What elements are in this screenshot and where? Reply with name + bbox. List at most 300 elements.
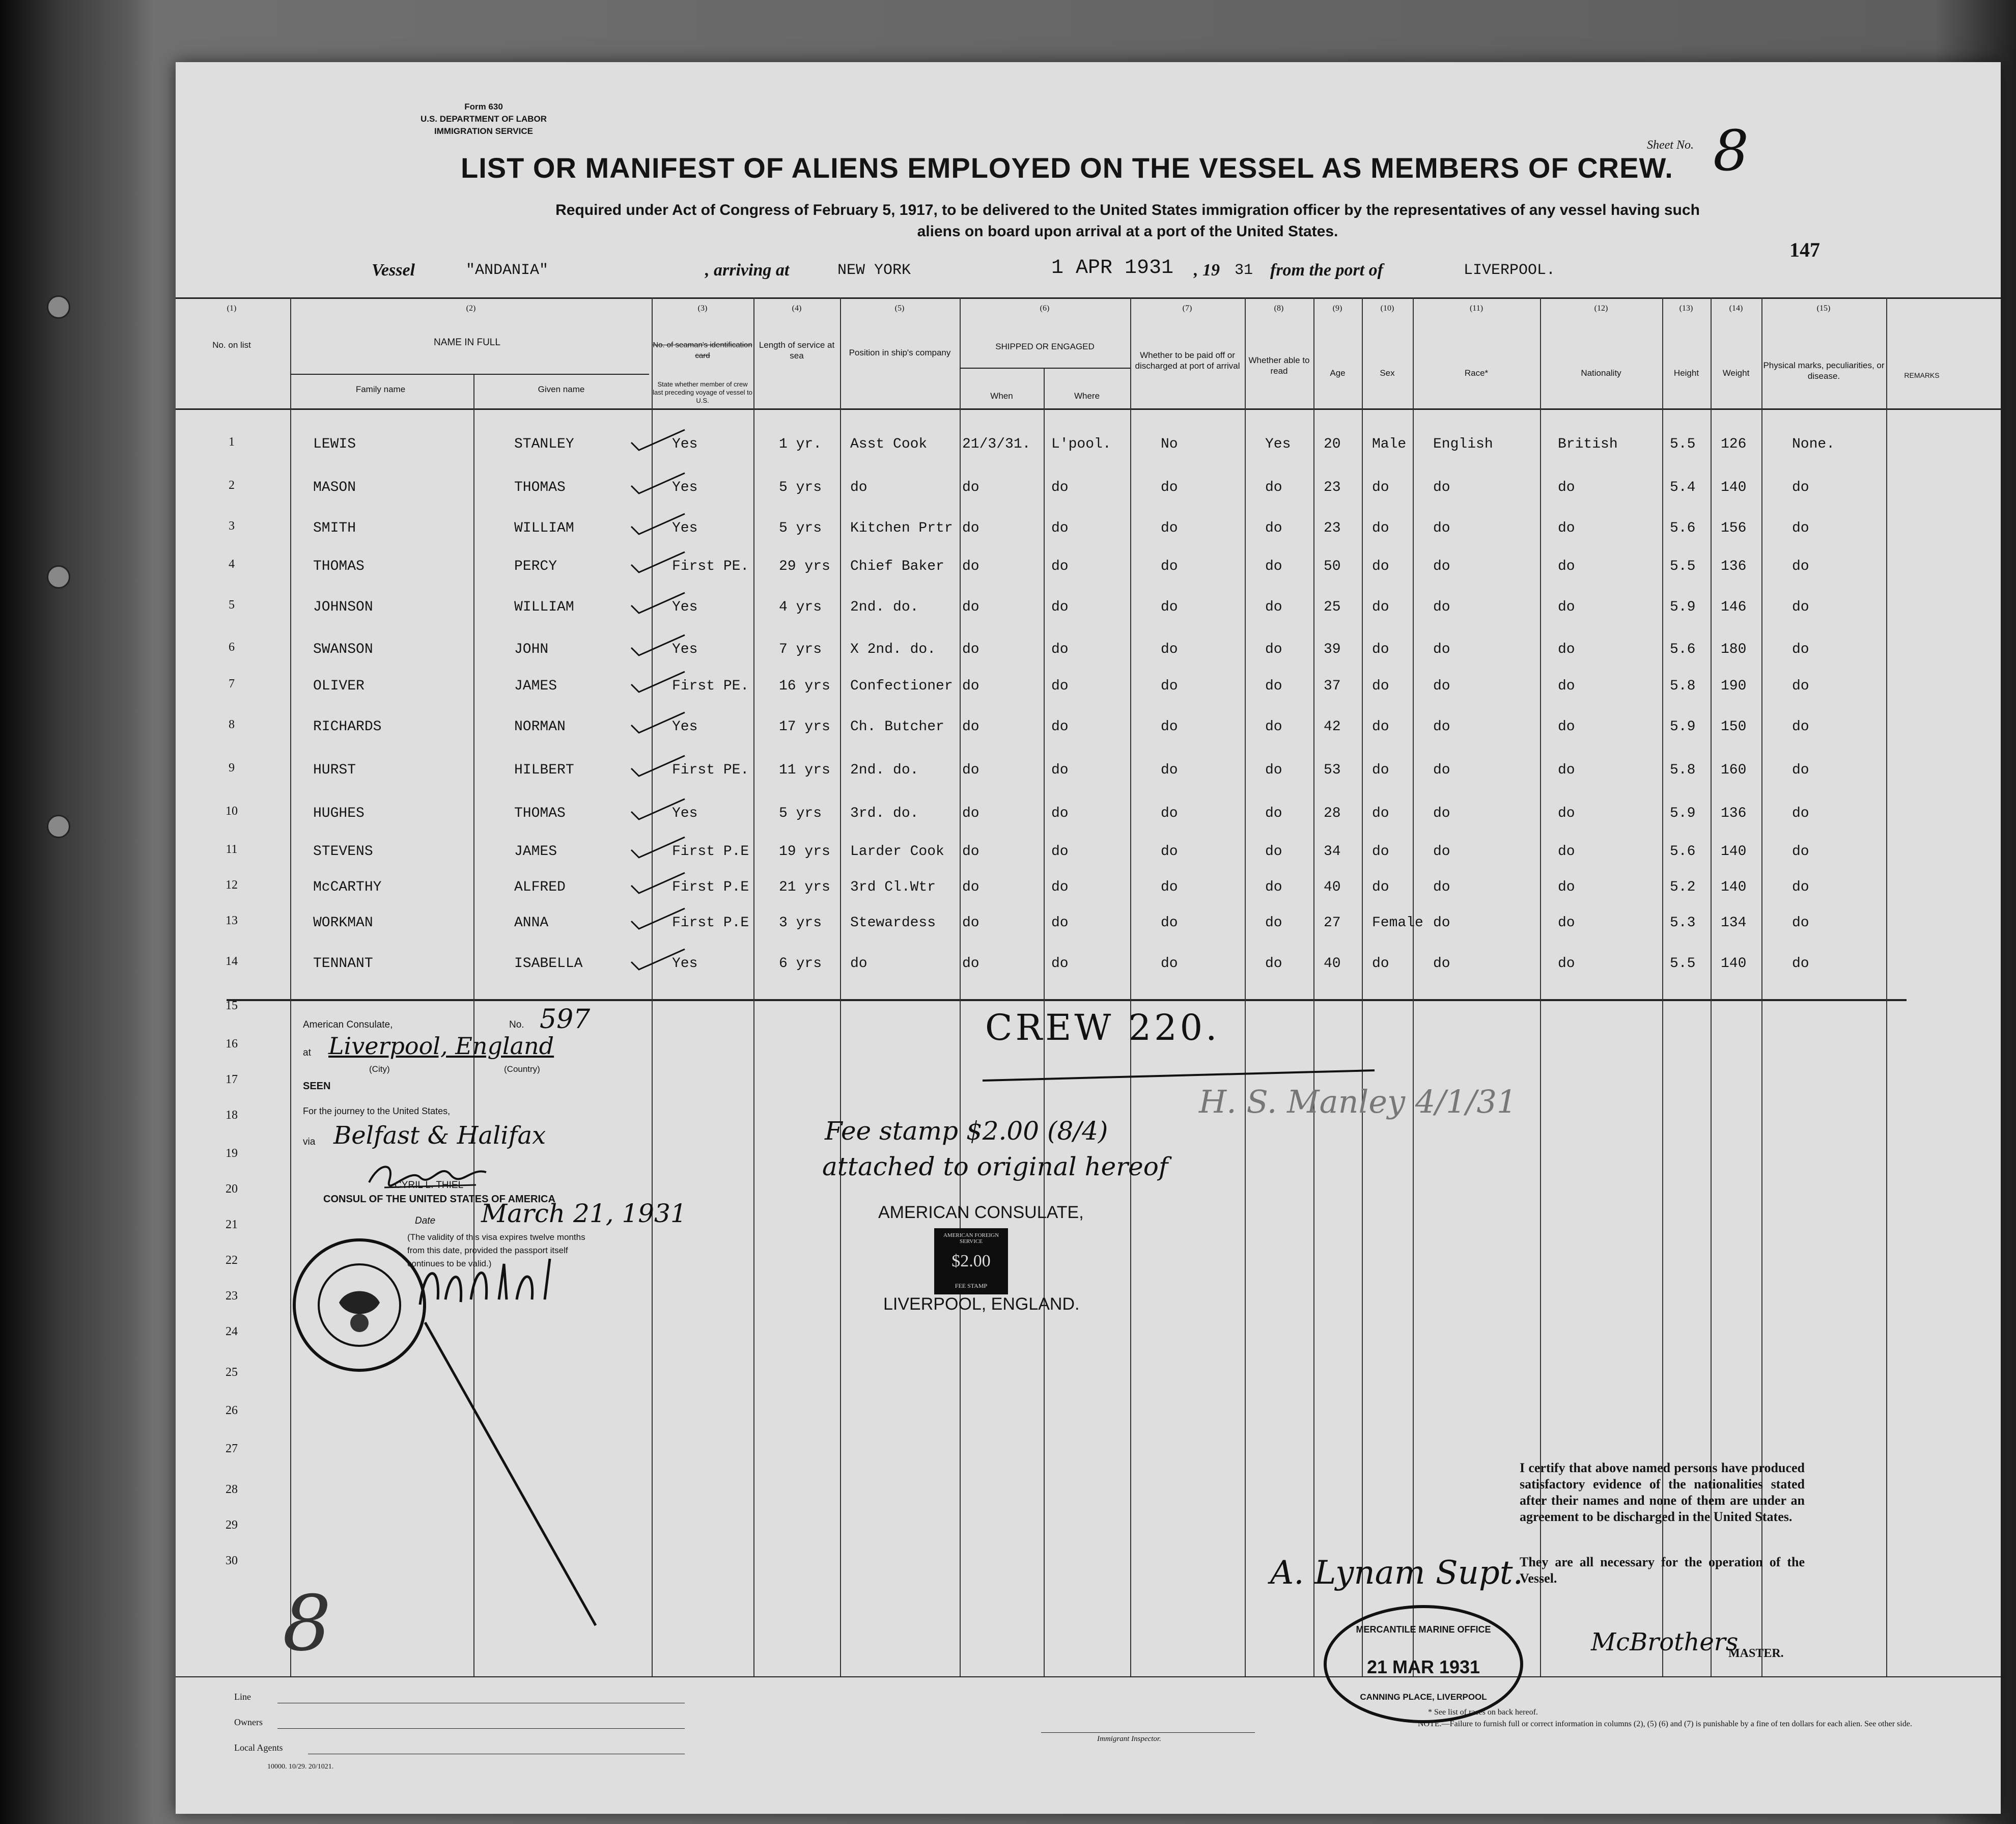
fee-stamp-top: AMERICAN FOREIGN SERVICE xyxy=(943,1232,999,1245)
cell-family-name: McCARTHY xyxy=(313,879,382,895)
column-rule xyxy=(753,297,754,1676)
checkmark-icon xyxy=(629,549,690,575)
checkmark-icon xyxy=(629,753,690,779)
binder-hole xyxy=(47,295,70,319)
consul-name: CYRIL L. THIEL xyxy=(395,1180,464,1191)
cell-sex: Male xyxy=(1372,436,1407,452)
cell-race: do xyxy=(1433,879,1450,895)
row-number: 4 xyxy=(229,558,235,571)
diagonal-slash xyxy=(420,1317,603,1633)
via-label: via xyxy=(303,1137,316,1147)
cell-weight: 126 xyxy=(1721,436,1747,452)
cell-paid-off: do xyxy=(1161,559,1178,574)
cell-height: 5.2 xyxy=(1670,879,1696,895)
cell-shipped-where: do xyxy=(1051,520,1069,536)
cell-weight: 136 xyxy=(1721,559,1747,574)
header-weight: Weight xyxy=(1722,368,1750,378)
cell-sex: do xyxy=(1372,719,1389,735)
fee-stamp-bottom: FEE STAMP xyxy=(955,1282,988,1289)
consulate-no-value: 597 xyxy=(540,1004,591,1035)
checkmark-icon xyxy=(629,710,690,735)
year-value: 31 xyxy=(1235,262,1253,279)
header-no-on-list: No. on list xyxy=(212,340,251,350)
visa-validity-note: (The validity of this visa expires twelve months from this date, provided the passport itself continues to be valid.) xyxy=(407,1232,585,1268)
cell-height: 5.8 xyxy=(1670,762,1696,778)
stamp-liverpool: LIVERPOOL, ENGLAND. xyxy=(883,1294,1080,1314)
penalty-note: NOTE.—Failure to furnish full or correct information in columns (2), (5) (6) and (7) is punishable by a fine of ten dollars for each alien. See other side. xyxy=(1418,1720,1912,1728)
cell-nationality: do xyxy=(1558,806,1575,821)
empty-row-number: 26 xyxy=(226,1404,238,1417)
column-number: (12) xyxy=(1594,304,1608,313)
cell-shipped-when: do xyxy=(962,879,979,895)
consul-title: CONSUL OF THE UNITED STATES OF AMERICA xyxy=(323,1194,555,1205)
cell-race: do xyxy=(1433,762,1450,778)
arrival-date: 1 APR 1931 xyxy=(1051,257,1174,280)
cell-able-to-read: Yes xyxy=(1265,436,1291,452)
cell-family-name: THOMAS xyxy=(313,559,365,574)
header-id-card-note: State whether member of crew last preceding voyage of vessel to U.S. xyxy=(653,380,752,404)
cell-weight: 150 xyxy=(1721,719,1747,735)
empty-row-number: 30 xyxy=(226,1554,238,1567)
cell-age: 28 xyxy=(1324,806,1341,821)
cell-family-name: TENNANT xyxy=(313,956,373,972)
fee-stamp xyxy=(934,1228,1008,1294)
city-label: (City) xyxy=(369,1064,390,1074)
cell-sex: do xyxy=(1372,480,1389,495)
cell-sex: do xyxy=(1372,956,1389,972)
footer-line: Line xyxy=(234,1692,251,1702)
header-paid-off: Whether to be paid off or discharged at port of arrival xyxy=(1135,350,1240,371)
seen-label: SEEN xyxy=(303,1081,331,1092)
cell-previous-voyage: Yes xyxy=(672,806,698,821)
cell-previous-voyage: First PE. xyxy=(672,762,749,778)
cell-given-name: ISABELLA xyxy=(514,956,583,972)
master-signature: McBrothers xyxy=(1591,1628,1739,1656)
cell-service-length: 3 yrs xyxy=(779,915,822,931)
cell-nationality: do xyxy=(1558,520,1575,536)
cell-shipped-when: do xyxy=(962,642,979,657)
column-rule xyxy=(1130,297,1131,1676)
cell-height: 5.6 xyxy=(1670,520,1696,536)
cell-shipped-where: do xyxy=(1051,806,1069,821)
cell-physical-marks: do xyxy=(1792,844,1809,860)
mmo-bottom: CANNING PLACE, LIVERPOOL xyxy=(1360,1692,1487,1702)
cell-nationality: do xyxy=(1558,915,1575,931)
cell-position: 3rd Cl.Wtr xyxy=(850,879,936,895)
empty-row-number: 23 xyxy=(226,1289,238,1303)
cell-nationality: British xyxy=(1558,436,1618,452)
column-rule xyxy=(960,297,961,1676)
cell-position: do xyxy=(850,480,867,495)
column-number: (5) xyxy=(894,304,905,313)
cell-position: Chief Baker xyxy=(850,559,944,574)
fee-note-line2: attached to original hereof xyxy=(822,1152,1168,1181)
cell-height: 5.5 xyxy=(1670,436,1696,452)
cell-previous-voyage: First P.E xyxy=(672,879,749,895)
cell-family-name: OLIVER xyxy=(313,678,365,694)
header-shipped: SHIPPED OR ENGAGED xyxy=(995,342,1095,351)
cell-shipped-where: do xyxy=(1051,762,1069,778)
cell-age: 23 xyxy=(1324,520,1341,536)
vessel-name: "ANDANIA" xyxy=(466,262,549,279)
row-number: 2 xyxy=(229,479,235,492)
cell-position: Kitchen Prtr xyxy=(850,520,953,536)
cell-height: 5.9 xyxy=(1670,806,1696,821)
crew-underline xyxy=(980,1068,1377,1083)
race-note: * See list of races on back hereof. xyxy=(1428,1708,1538,1717)
cell-service-length: 29 yrs xyxy=(779,559,830,574)
cell-able-to-read: do xyxy=(1265,762,1282,778)
cell-shipped-where: do xyxy=(1051,599,1069,615)
cell-given-name: WILLIAM xyxy=(514,599,574,615)
empty-row-number: 21 xyxy=(226,1218,238,1231)
cell-age: 42 xyxy=(1324,719,1341,735)
cell-age: 53 xyxy=(1324,762,1341,778)
cell-able-to-read: do xyxy=(1265,559,1282,574)
cell-previous-voyage: Yes xyxy=(672,642,698,657)
header-position: Position in ship's company xyxy=(849,348,951,357)
cell-family-name: LEWIS xyxy=(313,436,356,452)
visa-date: March 21, 1931 xyxy=(481,1199,687,1228)
master-label: MASTER. xyxy=(1728,1647,1784,1660)
cell-age: 40 xyxy=(1324,879,1341,895)
column-number: (7) xyxy=(1182,304,1192,313)
row-number: 6 xyxy=(229,641,235,654)
cell-sex: do xyxy=(1372,599,1389,615)
footer-agents: Local Agents xyxy=(234,1743,283,1753)
column-number: (15) xyxy=(1816,304,1831,313)
entries-end-rule xyxy=(227,999,1907,1001)
empty-row-number: 22 xyxy=(226,1254,238,1267)
cell-service-length: 5 yrs xyxy=(779,480,822,495)
cell-paid-off: do xyxy=(1161,915,1178,931)
cell-paid-off: do xyxy=(1161,806,1178,821)
cell-height: 5.8 xyxy=(1670,678,1696,694)
fee-note: Fee stamp $2.00 (8/4) xyxy=(825,1116,1108,1146)
binder-hole xyxy=(47,565,70,589)
consulate-no-label: No. xyxy=(509,1019,524,1030)
checkmark-icon xyxy=(629,471,690,496)
sheet-label: Sheet No. xyxy=(1647,139,1694,152)
empty-row-number: 20 xyxy=(226,1182,238,1196)
arrival-port: NEW YORK xyxy=(837,262,911,279)
cell-given-name: NORMAN xyxy=(514,719,566,735)
header-given-name: Given name xyxy=(538,384,585,394)
document-title: LIST OR MANIFEST OF ALIENS EMPLOYED ON THE VESSEL AS MEMBERS OF CREW. xyxy=(461,152,1673,184)
cell-paid-off: do xyxy=(1161,956,1178,972)
inspector-annotation: H. S. Manley 4/1/31 xyxy=(1199,1083,1517,1120)
cell-able-to-read: do xyxy=(1265,642,1282,657)
column-number: (2) xyxy=(466,304,476,313)
checkmark-icon xyxy=(629,632,690,658)
header-when: When xyxy=(990,391,1013,401)
cell-age: 20 xyxy=(1324,436,1341,452)
subtitle-line: aliens on board upon arrival at a port of the United States. xyxy=(917,223,1338,240)
consulate-at-label: at xyxy=(303,1047,311,1058)
via-route: Belfast & Halifax xyxy=(333,1121,546,1150)
column-rule xyxy=(1362,297,1363,1676)
cell-age: 25 xyxy=(1324,599,1341,615)
consulate-city: Liverpool, England xyxy=(328,1032,554,1060)
empty-row-number: 18 xyxy=(226,1109,238,1122)
subtitle-line: Required under Act of Congress of February 5, 1917, to be delivered to the United States immigration officer by the representatives of any vessel having such xyxy=(555,202,1700,218)
cell-service-length: 6 yrs xyxy=(779,956,822,972)
cell-weight: 190 xyxy=(1721,678,1747,694)
cell-family-name: HUGHES xyxy=(313,806,365,821)
checkmark-icon xyxy=(629,796,690,822)
cell-service-length: 5 yrs xyxy=(779,520,822,536)
column-number: (14) xyxy=(1729,304,1743,313)
cell-sex: do xyxy=(1372,642,1389,657)
cell-shipped-when: do xyxy=(962,599,979,615)
header-sex: Sex xyxy=(1380,368,1395,378)
table-top-rule xyxy=(176,297,2001,299)
consulate-label: American Consulate, xyxy=(303,1019,393,1030)
cell-service-length: 21 yrs xyxy=(779,879,830,895)
row-number: 10 xyxy=(226,805,238,818)
header-remarks: REMARKS xyxy=(1904,371,1940,379)
cell-able-to-read: do xyxy=(1265,956,1282,972)
checkmark-icon xyxy=(629,906,690,931)
column-rule xyxy=(290,297,291,1676)
cell-shipped-when: 21/3/31. xyxy=(962,436,1031,452)
row-number: 5 xyxy=(229,598,235,612)
cell-position: Ch. Butcher xyxy=(850,719,944,735)
cell-previous-voyage: Yes xyxy=(672,480,698,495)
margin-number: 8 xyxy=(283,1580,331,1668)
cell-age: 34 xyxy=(1324,844,1341,860)
cell-nationality: do xyxy=(1558,642,1575,657)
cell-able-to-read: do xyxy=(1265,844,1282,860)
seal-overwrite-signature xyxy=(415,1249,563,1315)
cell-weight: 140 xyxy=(1721,480,1747,495)
column-rule xyxy=(1245,297,1246,1676)
cell-weight: 156 xyxy=(1721,520,1747,536)
cell-shipped-when: do xyxy=(962,844,979,860)
cell-service-length: 17 yrs xyxy=(779,719,830,735)
cell-race: do xyxy=(1433,559,1450,574)
vessel-label: Vessel xyxy=(372,261,415,280)
cell-physical-marks: do xyxy=(1792,642,1809,657)
cell-height: 5.6 xyxy=(1670,642,1696,657)
column-number: (1) xyxy=(227,304,237,313)
empty-row-number: 19 xyxy=(226,1147,238,1160)
sheet-number: 8 xyxy=(1713,118,1749,183)
cell-position: do xyxy=(850,956,867,972)
empty-row-number: 28 xyxy=(226,1483,238,1496)
cell-given-name: PERCY xyxy=(514,559,557,574)
cell-physical-marks: do xyxy=(1792,678,1809,694)
header-bottom-rule xyxy=(176,408,2001,410)
column-number: (9) xyxy=(1332,304,1342,313)
row-number: 7 xyxy=(229,677,235,690)
cell-shipped-where: do xyxy=(1051,915,1069,931)
cell-shipped-where: do xyxy=(1051,956,1069,972)
checkmark-icon xyxy=(629,835,690,860)
inspector-rule xyxy=(1041,1732,1255,1733)
certification-text: I certify that above named persons have produced satisfactory evidence of the nationalities stated after their names and none of them are under an agreement to be discharged in the United States. xyxy=(1520,1460,1805,1524)
row-number: 8 xyxy=(229,718,235,731)
cell-physical-marks: None. xyxy=(1792,436,1835,452)
cell-previous-voyage: Yes xyxy=(672,599,698,615)
cell-paid-off: do xyxy=(1161,678,1178,694)
header-age: Age xyxy=(1330,368,1346,378)
empty-row-number: 29 xyxy=(226,1518,238,1532)
cell-shipped-when: do xyxy=(962,520,979,536)
cell-physical-marks: do xyxy=(1792,762,1809,778)
header-name-in-full: NAME IN FULL xyxy=(434,337,500,348)
cell-paid-off: do xyxy=(1161,719,1178,735)
service: IMMIGRATION SERVICE xyxy=(434,126,533,136)
cell-nationality: do xyxy=(1558,678,1575,694)
cell-given-name: ALFRED xyxy=(514,879,566,895)
cell-physical-marks: do xyxy=(1792,806,1809,821)
cell-sex: do xyxy=(1372,678,1389,694)
cell-shipped-when: do xyxy=(962,956,979,972)
cell-shipped-where: do xyxy=(1051,642,1069,657)
column-number: (13) xyxy=(1679,304,1693,313)
column-number: (11) xyxy=(1469,304,1483,313)
cell-race: do xyxy=(1433,678,1450,694)
cell-paid-off: do xyxy=(1161,520,1178,536)
form-number: Form 630 xyxy=(464,102,503,112)
cell-position: 3rd. do. xyxy=(850,806,919,821)
cell-age: 50 xyxy=(1324,559,1341,574)
cell-physical-marks: do xyxy=(1792,879,1809,895)
cell-service-length: 16 yrs xyxy=(779,678,830,694)
header-race: Race* xyxy=(1464,368,1489,378)
empty-row-number: 27 xyxy=(226,1442,238,1455)
cell-sex: do xyxy=(1372,520,1389,536)
cell-race: do xyxy=(1433,915,1450,931)
cell-age: 39 xyxy=(1324,642,1341,657)
cell-shipped-where: do xyxy=(1051,719,1069,735)
cell-physical-marks: do xyxy=(1792,480,1809,495)
cell-height: 5.9 xyxy=(1670,719,1696,735)
cell-family-name: MASON xyxy=(313,480,356,495)
cell-family-name: JOHNSON xyxy=(313,599,373,615)
cell-race: do xyxy=(1433,599,1450,615)
cell-previous-voyage: First P.E xyxy=(672,844,749,860)
cell-height: 5.5 xyxy=(1670,956,1696,972)
cell-weight: 180 xyxy=(1721,642,1747,657)
header-family-name: Family name xyxy=(355,384,406,394)
cell-nationality: do xyxy=(1558,844,1575,860)
cell-service-length: 1 yr. xyxy=(779,436,822,452)
name-sub-rule xyxy=(290,374,649,375)
header-length-service: Length of service at sea xyxy=(759,340,835,361)
cell-paid-off: do xyxy=(1161,599,1178,615)
cell-previous-voyage: First PE. xyxy=(672,678,749,694)
form-identifier xyxy=(377,101,591,137)
cell-previous-voyage: First PE. xyxy=(672,559,749,574)
column-rule xyxy=(1886,297,1887,1676)
cell-weight: 140 xyxy=(1721,956,1747,972)
cell-position: X 2nd. do. xyxy=(850,642,936,657)
cell-shipped-where: do xyxy=(1051,559,1069,574)
header-physical: Physical marks, peculiarities, or disease. xyxy=(1763,361,1885,381)
cell-physical-marks: do xyxy=(1792,599,1809,615)
consulate-seal xyxy=(293,1238,426,1372)
cell-given-name: ANNA xyxy=(514,915,549,931)
mmo-date: 21 MAR 1931 xyxy=(1366,1656,1480,1677)
cell-physical-marks: do xyxy=(1792,520,1809,536)
cell-weight: 134 xyxy=(1721,915,1747,931)
cell-shipped-when: do xyxy=(962,806,979,821)
header-where: Where xyxy=(1074,391,1100,401)
cell-shipped-when: do xyxy=(962,480,979,495)
fee-stamp-value: $2.00 xyxy=(951,1252,991,1270)
checkmark-icon xyxy=(629,669,690,695)
cell-able-to-read: do xyxy=(1265,719,1282,735)
cell-sex: do xyxy=(1372,559,1389,574)
column-rule xyxy=(840,297,841,1676)
cell-nationality: do xyxy=(1558,879,1575,895)
empty-row-number: 15 xyxy=(226,999,238,1012)
cell-previous-voyage: First P.E xyxy=(672,915,749,931)
row-number: 11 xyxy=(226,843,238,856)
cell-age: 37 xyxy=(1324,678,1341,694)
cell-given-name: HILBERT xyxy=(514,762,574,778)
cell-service-length: 19 yrs xyxy=(779,844,830,860)
cell-position: Larder Cook xyxy=(850,844,944,860)
cell-age: 40 xyxy=(1324,956,1341,972)
cell-able-to-read: do xyxy=(1265,599,1282,615)
cell-shipped-where: do xyxy=(1051,678,1069,694)
cell-shipped-when: do xyxy=(962,762,979,778)
cell-shipped-where: do xyxy=(1051,480,1069,495)
cell-sex: do xyxy=(1372,762,1389,778)
cell-given-name: STANLEY xyxy=(514,436,574,452)
cell-previous-voyage: Yes xyxy=(672,719,698,735)
cell-family-name: STEVENS xyxy=(313,844,373,860)
cell-position: 2nd. do. xyxy=(850,599,919,615)
cell-race: do xyxy=(1433,520,1450,536)
cell-able-to-read: do xyxy=(1265,678,1282,694)
cell-previous-voyage: Yes xyxy=(672,956,698,972)
cell-paid-off: do xyxy=(1161,762,1178,778)
column-number: (4) xyxy=(792,304,802,313)
document-subtitle xyxy=(328,200,1927,242)
checkmark-icon xyxy=(629,870,690,896)
column-number: (8) xyxy=(1274,304,1284,313)
footer-owners-rule xyxy=(277,1728,685,1729)
cell-given-name: THOMAS xyxy=(514,806,566,821)
cell-sex: Female xyxy=(1372,915,1423,931)
cell-previous-voyage: Yes xyxy=(672,436,698,452)
cell-nationality: do xyxy=(1558,480,1575,495)
certification-text2: They are all necessary for the operation of the Vessel. xyxy=(1520,1555,1805,1586)
column-rule xyxy=(1413,297,1414,1676)
inspector-label: Immigrant Inspector. xyxy=(1097,1735,1161,1743)
cell-paid-off: No xyxy=(1161,436,1178,452)
row-number: 14 xyxy=(226,955,238,968)
cell-family-name: SWANSON xyxy=(313,642,373,657)
journey-label: For the journey to the United States, xyxy=(303,1106,451,1116)
cell-given-name: WILLIAM xyxy=(514,520,574,536)
empty-row-number: 25 xyxy=(226,1366,238,1379)
cell-physical-marks: do xyxy=(1792,956,1809,972)
row-number: 3 xyxy=(229,519,235,533)
cell-race: do xyxy=(1433,844,1450,860)
binder-hole xyxy=(47,815,70,838)
print-code: 10000. 10/29. 20/1021. xyxy=(267,1763,334,1771)
cell-physical-marks: do xyxy=(1792,559,1809,574)
cell-given-name: JAMES xyxy=(514,678,557,694)
header-nationality: Nationality xyxy=(1581,368,1621,378)
cell-shipped-when: do xyxy=(962,719,979,735)
superintendent-signature: A. Lynam Supt. xyxy=(1270,1554,1523,1592)
